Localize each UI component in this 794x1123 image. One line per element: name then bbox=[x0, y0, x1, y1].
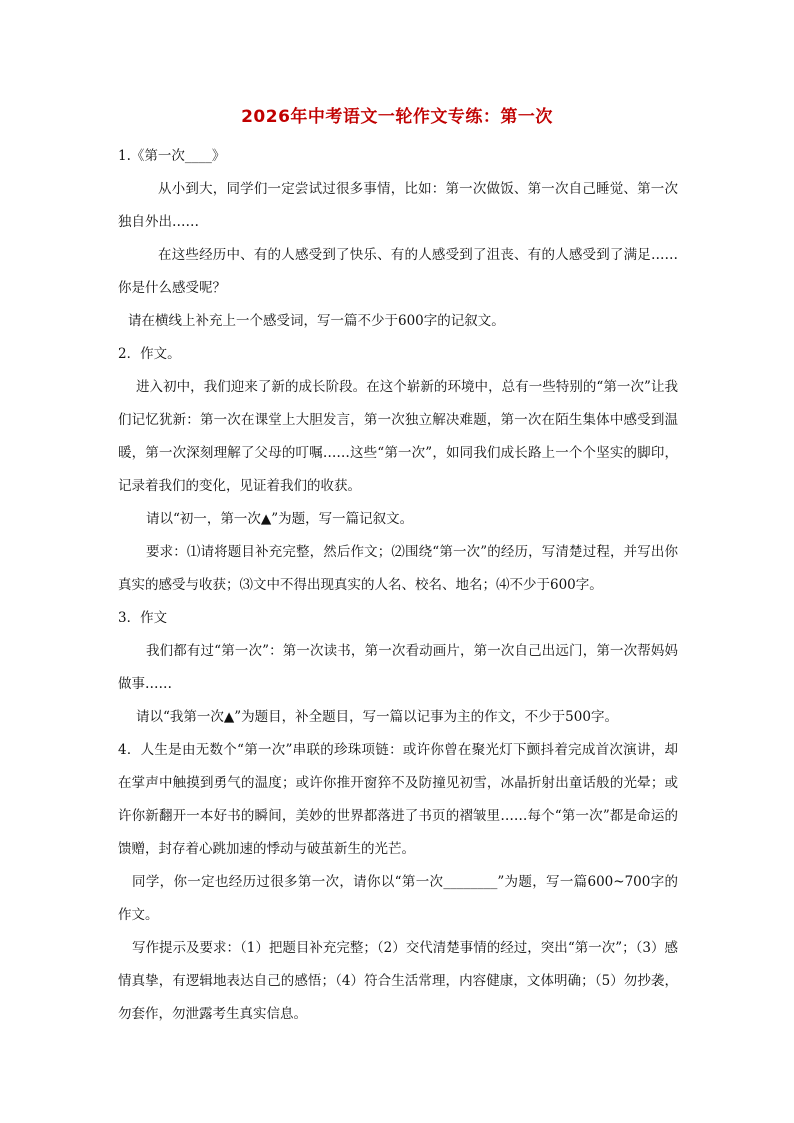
question-1-heading: 1.《第一次____》 bbox=[118, 148, 226, 164]
document-body bbox=[118, 140, 678, 1031]
question-4-prompt: 4．人生是由无数个“第一次”串联的珍珠项链：或许你曾在聚光灯下颤抖着完成首次演讲，却在掌声中触摸到勇气的温度；或许你推开窗猝不及防撞见初雪，冰晶折射出童话般的光晕；或许你新翻开一本好书的瞬间，美妙的世界都落进了书页的褶皱里……每个“第一次”都是命运的馈赠，封存着心跳加速的悸动与破茧新生的光芒。 bbox=[118, 742, 678, 857]
question-2-requirements: 要求：⑴请将题目补充完整，然后作文；⑵围绕“第一次”的经历，写清楚过程，并写出你真实的感受与收获；⑶文中不得出现真实的人名、校名、地名；⑷不少于600字。 bbox=[118, 544, 678, 593]
question-3-heading: 3．作文 bbox=[118, 610, 168, 626]
question-4-instruction: 同学，你一定也经历过很多第一次，请你以“第一次________”为题，写一篇600~700字的作文。 bbox=[118, 874, 678, 923]
question-2-instruction: 请以“初一，第一次▲”为题，写一篇记叙文。 bbox=[146, 511, 414, 527]
question-1-prompt-continued: 在这些经历中、有的人感受到了快乐、有的人感受到了沮丧、有的人感受到了满足……你是什么感受呢？ bbox=[118, 247, 678, 296]
question-1-instruction: 请在横线上补充上一个感受词，写一篇不少于600字的记叙文。 bbox=[128, 313, 505, 329]
question-2-heading: 2．作文。 bbox=[118, 346, 181, 362]
question-2-prompt: 进入初中，我们迎来了新的成长阶段。在这个崭新的环境中，总有一些特别的“第一次”让我们记忆犹新：第一次在课堂上大胆发言，第一次独立解决难题，第一次在陌生集体中感受到温暖，第一次深刻理解了父母的叮嘱……这些“第一次”，如同我们成长路上一个个坚实的脚印，记录着我们的变化，见证着我们的收获。 bbox=[118, 379, 678, 494]
question-3-instruction: 请以“我第一次▲”为题目，补全题目，写一篇以记事为主的作文，不少于500字。 bbox=[136, 709, 618, 725]
document-title: 2026年中考语文一轮作文专练：第一次 bbox=[241, 107, 553, 127]
question-3-prompt: 我们都有过“第一次”：第一次读书，第一次看动画片，第一次自己出远门，第一次帮妈妈做事…… bbox=[118, 643, 678, 692]
question-4-requirements: 写作提示及要求：（1）把题目补充完整；（2）交代清楚事情的经过，突出“第一次”；（3）感情真挚，有逻辑地表达自己的感悟；（4）符合生活常理，内容健康，文体明确；（5）勿抄袭，勿套作，勿泄露考生真实信息。 bbox=[118, 940, 678, 1022]
question-1-prompt: 从小到大，同学们一定尝试过很多事情，比如：第一次做饭、第一次自己睡觉、第一次独自外出…… bbox=[118, 181, 678, 230]
